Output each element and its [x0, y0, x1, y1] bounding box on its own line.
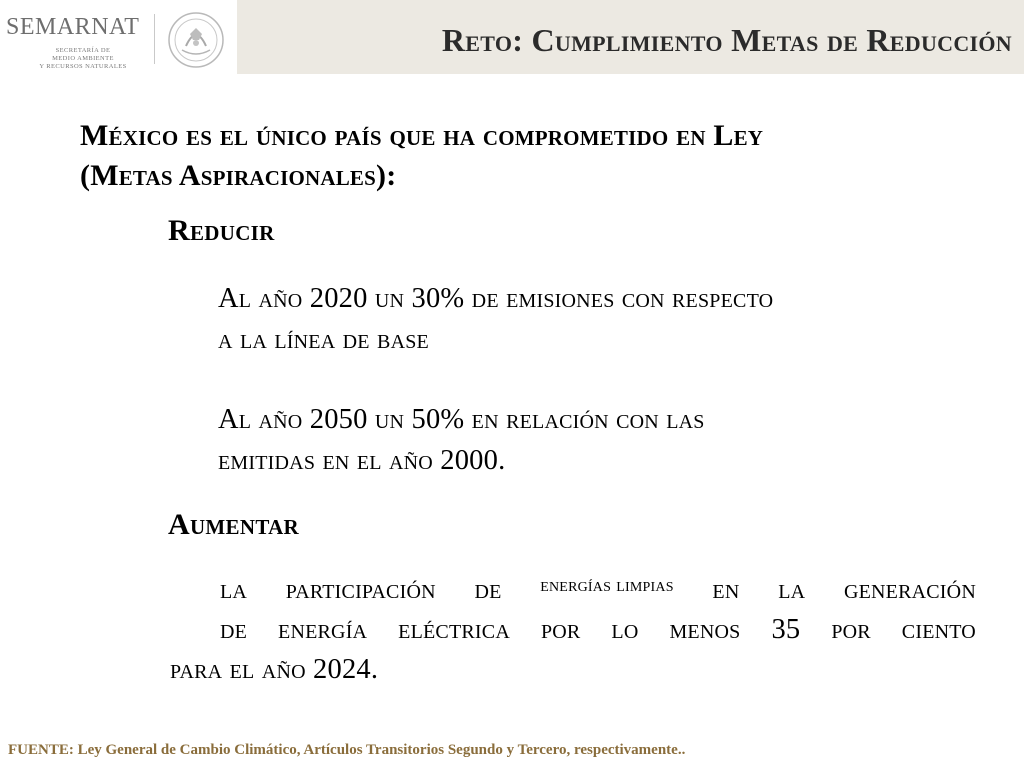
- word: eléctrica: [398, 614, 510, 645]
- word: la: [778, 574, 806, 605]
- lead-line-2: (Metas Aspiracionales):: [80, 159, 397, 192]
- aumentar-line-3: para el año 2024.: [170, 654, 379, 685]
- logo-divider: [154, 14, 155, 64]
- coat-of-arms-seal-icon: [164, 10, 228, 70]
- word: menos: [669, 614, 741, 645]
- word: la: [220, 574, 248, 605]
- word: de: [220, 614, 248, 645]
- word: generación: [843, 574, 976, 605]
- goal-2020-line-1: Al año 2020 un 30% de emisiones con respecto: [218, 283, 774, 314]
- clean-energy-term: energías limpias: [540, 574, 674, 596]
- reduction-goal-2050: [218, 399, 938, 481]
- lead-statement: [80, 116, 980, 196]
- word: ciento: [901, 614, 976, 645]
- aumentar-line-1: [220, 574, 976, 606]
- slide-title: Reto: Cumplimiento Metas de Reducción: [441, 22, 1012, 58]
- word: por: [831, 614, 871, 645]
- lead-line-1: México es el único país que ha comprometido en Ley: [80, 119, 764, 152]
- slide-header: [0, 0, 1024, 74]
- aumentar-line-2: [220, 614, 976, 646]
- logo-subtitle-line-1: SECRETARÍA DE: [55, 47, 111, 54]
- word: 35: [771, 614, 801, 645]
- word: de: [474, 574, 502, 605]
- logo-subtitle-line-2: MEDIO AMBIENTE: [52, 55, 114, 62]
- word: en: [712, 574, 740, 605]
- goal-2050-line-1: Al año 2050 un 50% en relación con las: [218, 404, 705, 435]
- goal-2050-line-2: emitidas en el año 2000.: [218, 445, 506, 476]
- logo-wordmark: SEMARNAT: [6, 14, 140, 40]
- reduction-goal-2020: [218, 278, 938, 360]
- aumentar-heading: Aumentar: [168, 508, 300, 541]
- logo-subtitle-line-3: Y RECURSOS NATURALES: [39, 63, 127, 70]
- word: lo: [611, 614, 639, 645]
- reducir-heading: Reducir: [168, 214, 275, 247]
- word: energía: [278, 614, 368, 645]
- source-footnote: FUENTE: Ley General de Cambio Climático, Artículos Transitorios Segundo y Tercero, respectivamente..: [8, 742, 686, 758]
- word: participación: [285, 574, 436, 605]
- goal-2020-line-2: a la línea de base: [218, 324, 429, 355]
- word: por: [540, 614, 581, 645]
- semarnat-logo: [6, 8, 234, 74]
